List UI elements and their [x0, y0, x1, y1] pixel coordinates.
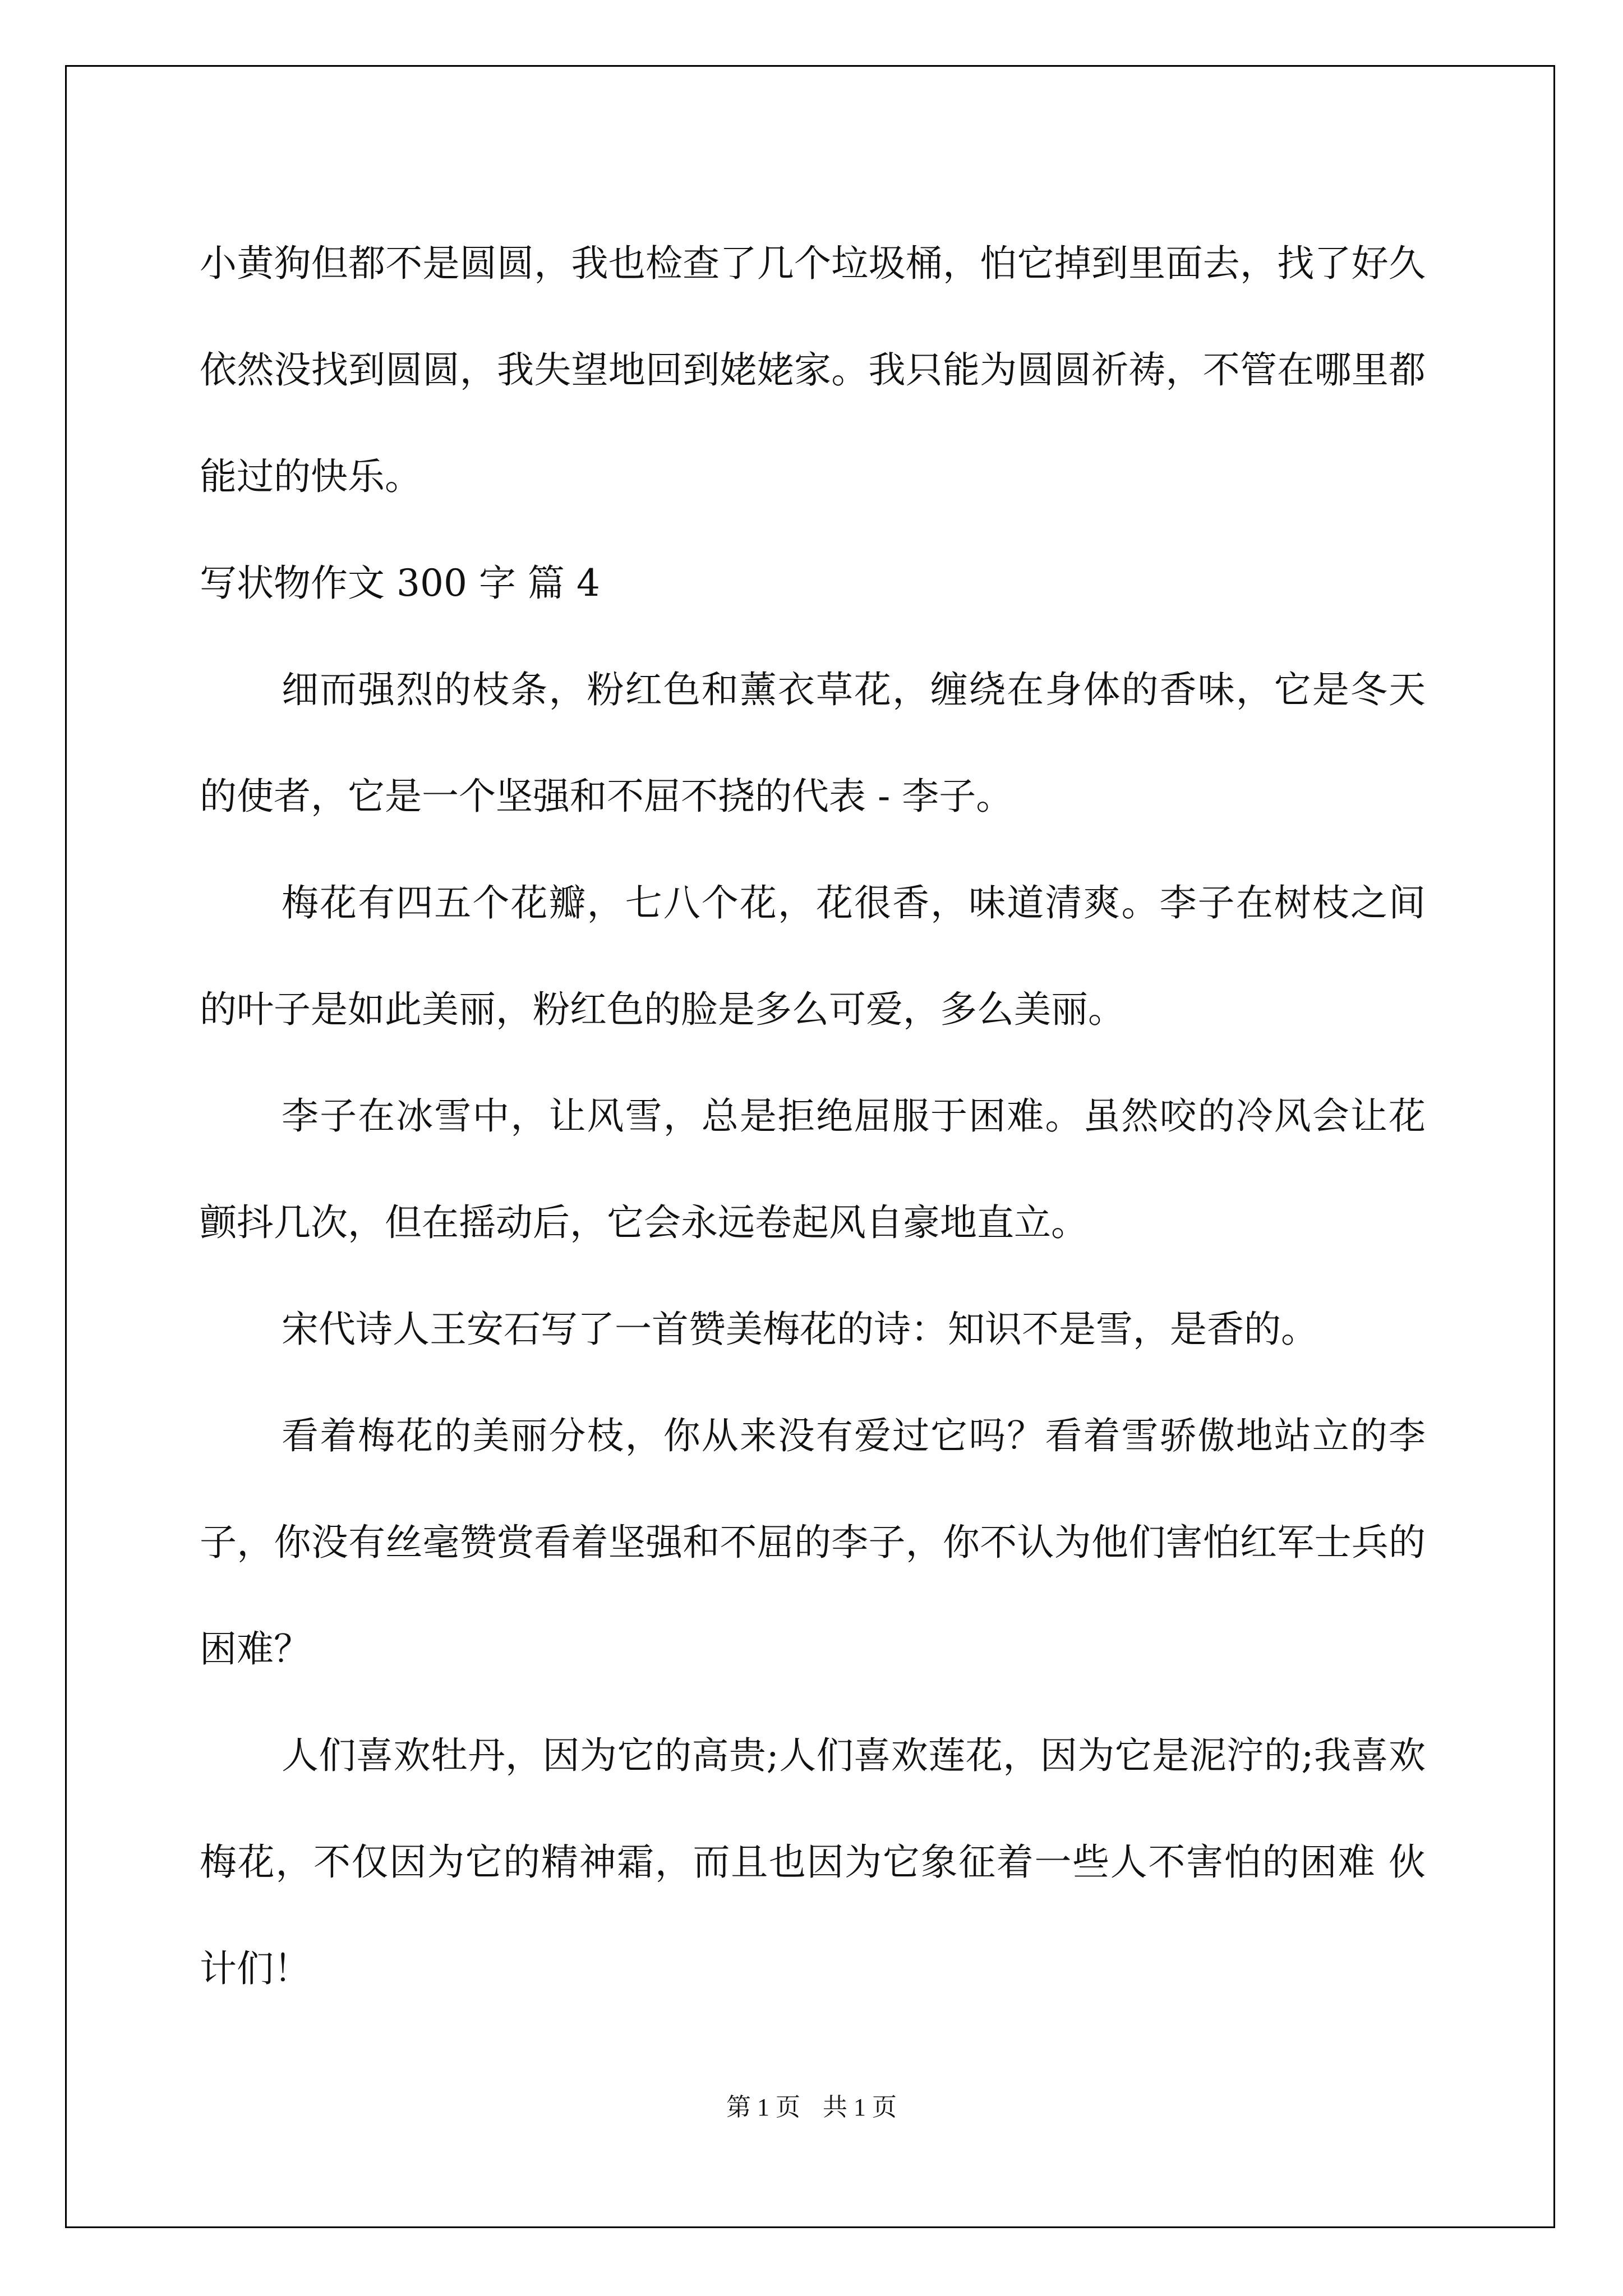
paragraph: 梅花有四五个花瓣，七八个花，花很香，味道清爽。李子在树枝之间的叶子是如此美丽，粉红色的脸是多么可爱，多么美丽。	[200, 881, 1426, 1031]
paragraph: 看着梅花的美丽分枝，你从来没有爱过它吗？看着雪骄傲地站立的李子，你没有丝毫赞赏看着坚强和不屈的李子，你不认为他们害怕红军士兵的困难？	[200, 1414, 1426, 1671]
paragraph: 李子在冰雪中，让风雪，总是拒绝屈服于困难。虽然咬的冷风会让花颤抖几次，但在摇动后，它会永远卷起风自豪地直立。	[200, 1094, 1426, 1244]
paragraph: 人们喜欢牡丹，因为它的高贵;人们喜欢莲花，因为它是泥泞的;我喜欢梅花，不仅因为它的精神霜，而且也因为它象征着一些人不害怕的困难 伙计们！	[200, 1734, 1426, 1990]
section-heading: 写状物作文 300 字 篇 4	[200, 562, 600, 605]
paragraph-continuation: 小黄狗但都不是圆圆，我也检查了几个垃圾桶，怕它掉到里面去，找了好久依然没找到圆圆，我失望地回到姥姥家。我只能为圆圆祈祷，不管在哪里都能过的快乐。	[200, 242, 1426, 498]
page-total: 共 1 页	[823, 2093, 897, 2121]
document-body	[200, 210, 1426, 2022]
paragraph: 宋代诗人王安石写了一首赞美梅花的诗：知识不是雪，是香的。	[282, 1308, 1318, 1351]
page-number: 第 1 页	[726, 2093, 800, 2121]
page-footer	[0, 2087, 1623, 2123]
paragraph: 细而强烈的枝条，粉红色和薰衣草花，缠绕在身体的香味，它是冬天的使者，它是一个坚强和不屈不挠的代表 - 李子。	[200, 668, 1426, 818]
